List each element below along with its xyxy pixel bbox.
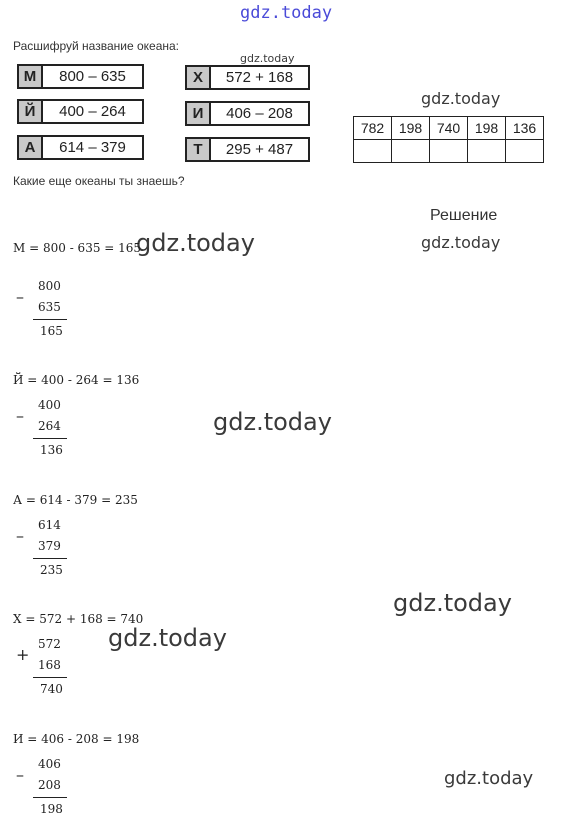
cipher-card (185, 65, 310, 90)
card-expression: 400 – 264 (59, 103, 126, 120)
solution-equation: Й = 400 - 264 = 136 (13, 373, 140, 387)
answer-cell (430, 140, 468, 163)
code-cell: 740 (430, 117, 468, 140)
card-letter: М (19, 66, 43, 87)
result: 165 (40, 324, 63, 338)
code-cell: 136 (506, 117, 544, 140)
addend: 168 (38, 658, 61, 672)
result-line (33, 677, 67, 678)
watermark: gdz.today (421, 233, 501, 252)
solution-equation: А = 614 - 379 = 235 (13, 493, 138, 507)
operator: – (16, 406, 24, 425)
subtrahend: 208 (38, 778, 61, 792)
answer-grid (353, 116, 544, 163)
cipher-card (185, 101, 310, 126)
code-cell: 198 (392, 117, 430, 140)
answer-cell (468, 140, 506, 163)
solution-title: Решение (430, 207, 498, 224)
code-cell: 198 (468, 117, 506, 140)
watermark: gdz.today (213, 408, 332, 436)
operator: – (16, 526, 24, 545)
cipher-card (17, 64, 144, 89)
addend: 572 (38, 637, 61, 651)
result: 198 (40, 802, 63, 816)
column-calculation (16, 637, 76, 699)
result-line (33, 797, 67, 798)
subtrahend: 635 (38, 300, 61, 314)
result: 740 (40, 682, 63, 696)
watermark: gdz.today (240, 3, 333, 23)
minuend: 614 (38, 518, 61, 532)
card-expression: 614 – 379 (59, 139, 126, 156)
card-letter: А (19, 137, 43, 158)
code-cell: 782 (354, 117, 392, 140)
watermark: gdz.today (240, 52, 295, 65)
minuend: 800 (38, 279, 61, 293)
card-expression: 572 + 168 (225, 69, 294, 86)
result: 136 (40, 443, 63, 457)
column-calculation (16, 279, 76, 341)
solution-equation: И = 406 - 208 = 198 (13, 732, 140, 746)
minuend: 400 (38, 398, 61, 412)
subtrahend: 264 (38, 419, 61, 433)
result: 235 (40, 563, 63, 577)
answer-cell (392, 140, 430, 163)
operator: – (16, 765, 24, 784)
solution-equation: М = 800 - 635 = 165 (13, 241, 142, 255)
card-letter: Й (19, 101, 43, 122)
watermark: gdz.today (444, 768, 534, 789)
watermark: gdz.today (393, 589, 512, 617)
column-calculation (16, 518, 76, 580)
task-question: Какие еще океаны ты знаешь? (13, 174, 185, 188)
card-expression: 800 – 635 (59, 68, 126, 85)
card-letter: Т (187, 139, 211, 160)
result-line (33, 438, 67, 439)
card-letter: Х (187, 67, 211, 88)
minuend: 406 (38, 757, 61, 771)
column-calculation (16, 398, 76, 460)
result-line (33, 558, 67, 559)
operator: – (16, 287, 24, 306)
watermark: gdz.today (108, 624, 227, 652)
watermark: gdz.today (136, 229, 255, 257)
result-line (33, 319, 67, 320)
card-letter: И (187, 103, 211, 124)
answer-cell (354, 140, 392, 163)
cipher-card (17, 99, 144, 124)
column-calculation (16, 757, 76, 819)
solution-equation: Х = 572 + 168 = 740 (13, 612, 144, 626)
card-expression: 295 + 487 (225, 141, 294, 158)
card-expression: 406 – 208 (226, 105, 293, 122)
subtrahend: 379 (38, 539, 61, 553)
task-prompt: Расшифруй название океана: (13, 39, 180, 53)
cipher-card (17, 135, 144, 160)
cipher-card (185, 137, 310, 162)
answer-cell (506, 140, 544, 163)
operator: + (16, 645, 30, 664)
watermark: gdz.today (421, 89, 501, 108)
